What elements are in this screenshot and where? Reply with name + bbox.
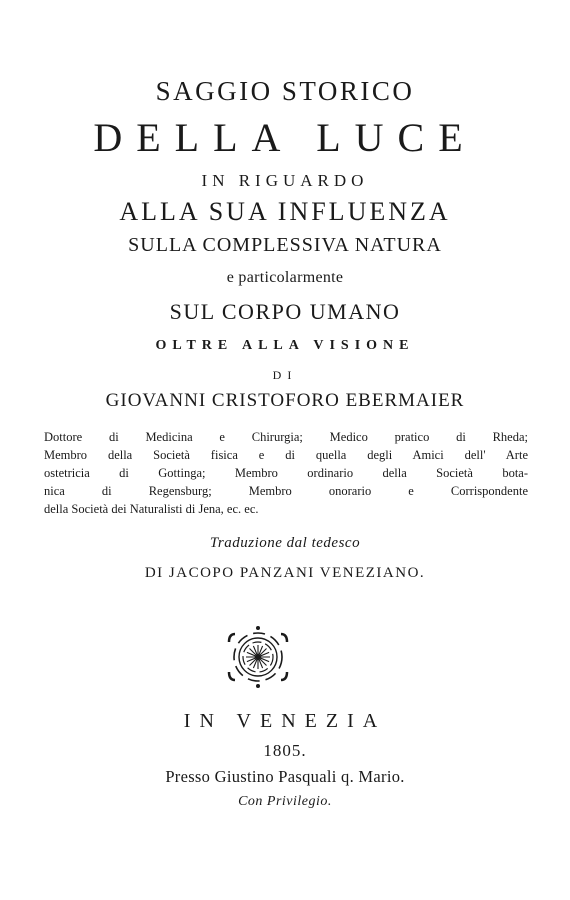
credential-line: Dottore di Medicina e Chirurgia; Medico pratico di Rheda; — [44, 430, 528, 444]
imprint-year: 1805. — [263, 741, 307, 760]
sunburst-ornament-icon — [225, 622, 291, 692]
subtitle-line-3: SULLA COMPLESSIVA NATURA — [128, 234, 442, 256]
subtitle-line-4: e particolarmente — [226, 269, 344, 286]
subtitle-line-1: IN RIGUARDO — [201, 171, 369, 190]
credential-line: Membro della Società fisica e di quella degli Amici dell' Arte — [44, 448, 528, 462]
title-line-2: DELLA LUCE — [93, 115, 477, 160]
credential-line: della Società dei Naturalisti di Jena, ec. ec. — [44, 502, 259, 516]
subtitle-line-2: ALLA SUA INFLUENZA — [119, 197, 451, 226]
subtitle-line-5: SUL CORPO UMANO — [169, 299, 401, 324]
author-credentials — [44, 428, 528, 518]
imprint-publisher: Presso Giustino Pasquali q. Mario. — [165, 767, 405, 786]
title-line-1: SAGGIO STORICO — [155, 76, 415, 106]
author-by: DI — [272, 368, 298, 382]
translator-name: DI JACOPO PANZANI VENEZIANO. — [144, 565, 426, 581]
credential-line: ostetricia di Gottinga; Membro ordinario della Società bota- — [44, 466, 528, 480]
credential-line: nica di Regensburg; Membro onorario e Corrispondente — [44, 484, 528, 498]
imprint-city: IN VENEZIA — [183, 710, 387, 732]
subtitle-line-6: OLTRE ALLA VISIONE — [155, 338, 415, 353]
author-name: GIOVANNI CRISTOFORO EBERMAIER — [105, 390, 465, 411]
imprint-privilege: Con Privilegio. — [238, 794, 332, 809]
translation-note: Traduzione dal tedesco — [209, 535, 361, 551]
